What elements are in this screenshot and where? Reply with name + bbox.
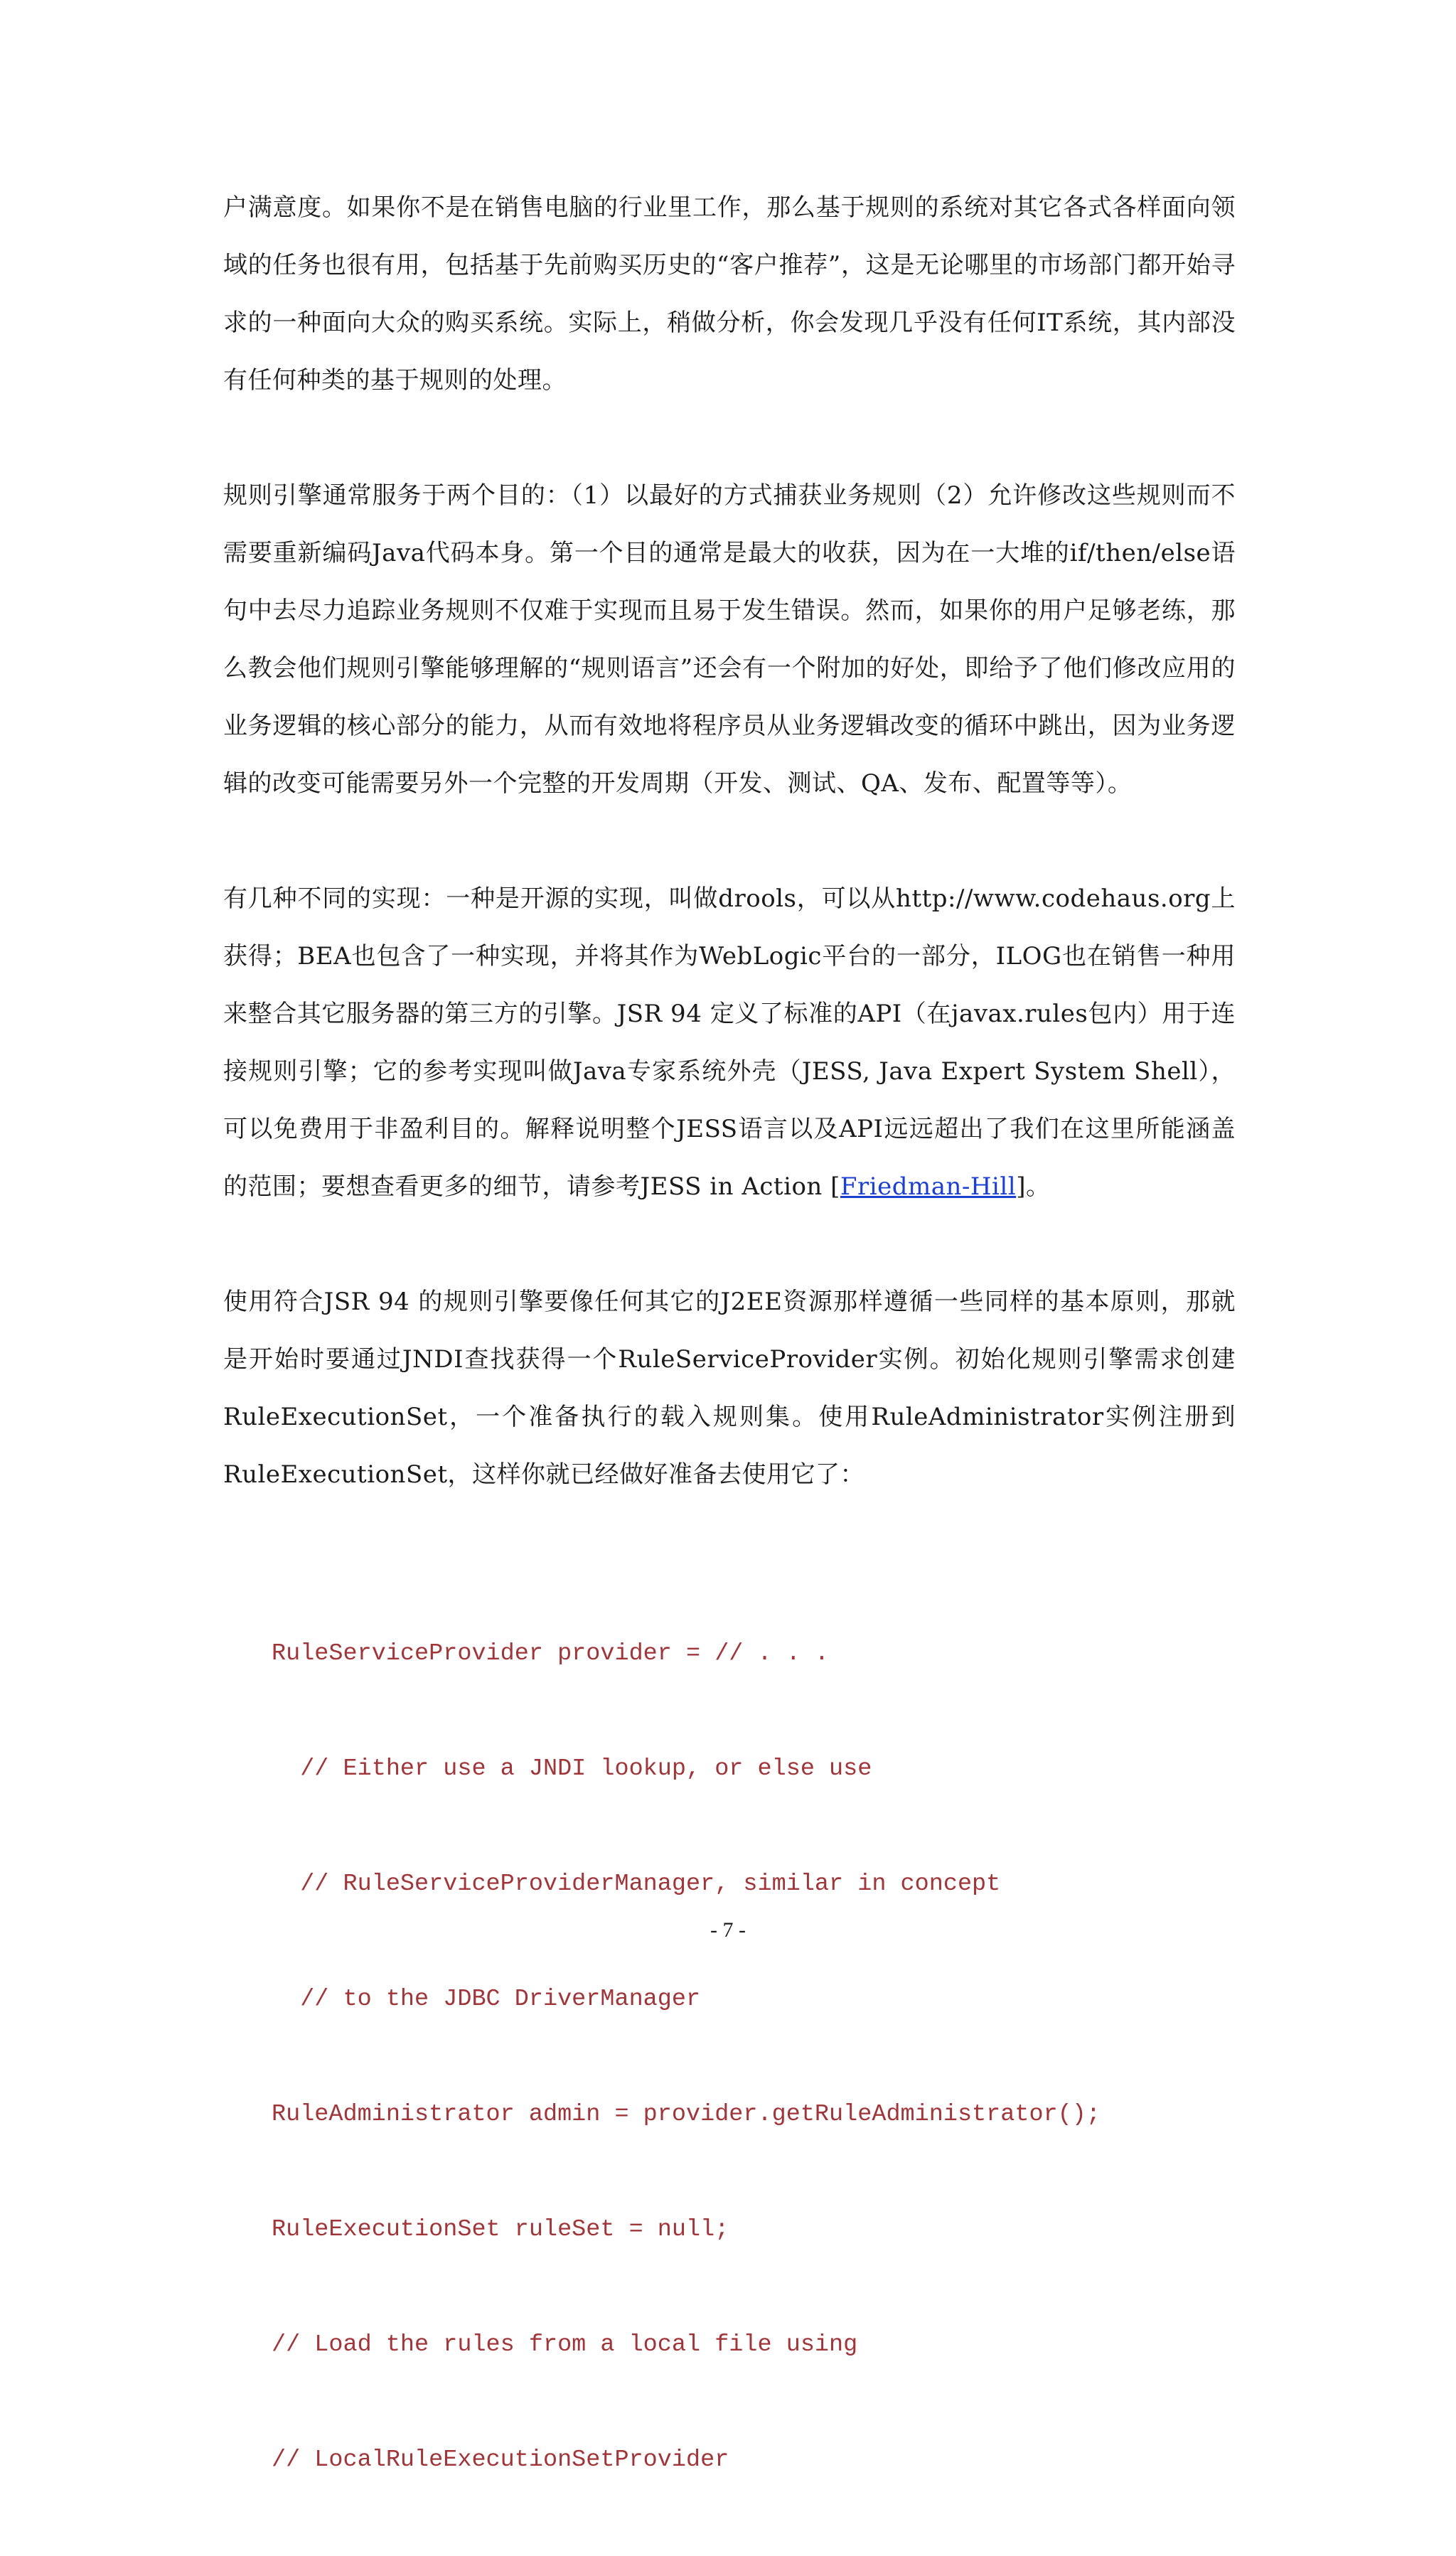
code-line: // Load the rules from a local file using <box>272 2331 858 2358</box>
paragraph-rule-systems-usage: 户满意度。如果你不是在销售电脑的行业里工作，那么基于规则的系统对其它各式各样面向领域的任务也很有用，包括基于先前购买历史的“客户推荐”，这是无论哪里的市场部门都开始寻求的一种面向大众的购买系统。实际上，稍做分析，你会发现几乎没有任何IT系统，其内部没有任何种类的基于规则的处理。 <box>223 193 1236 395</box>
paragraph-implementations <box>223 870 1236 1216</box>
paragraph-rule-engine-purposes: 规则引擎通常服务于两个目的：（1）以最好的方式捕获业务规则（2）允许修改这些规则而不需要重新编码Java代码本身。第一个目的通常是最大的收获，因为在一大堆的if/then/else语句中去尽力追踪业务规则不仅难于实现而且易于发生错误。然而，如果你的用户足够老练，那么教会他们规则引擎能够理解的“规则语言”还会有一个附加的好处，即给予了他们修改应用的业务逻辑的核心部分的能力，从而有效地将程序员从业务逻辑改变的循环中跳出，因为业务逻辑的改变可能需要另外一个完整的开发周期（开发、测试、QA、发布、配置等等）。 <box>223 481 1236 798</box>
code-listing <box>272 1558 1236 2556</box>
paragraph-implementations-tail: ]。 <box>1016 1172 1051 1201</box>
code-line: RuleServiceProvider provider = // . . . <box>272 1640 830 1667</box>
friedman-hill-reference-link[interactable]: Friedman-Hill <box>840 1172 1017 1201</box>
page-number: - 7 - <box>710 1918 746 1942</box>
code-line: // Either use a JNDI lookup, or else use <box>272 1755 872 1782</box>
code-line: // RuleServiceProviderManager, similar in concept <box>272 1871 1001 1898</box>
paragraph-implementations-text: 有几种不同的实现：一种是开源的实现，叫做drools，可以从http://www.codehaus.org上获得；BEA也包含了一种实现，并将其作为WebLogic平台的一部分，ILOG也在销售一种用来整合其它服务器的第三方的引擎。JSR 94 定义了标准的API（在javax.rules包内）用于连接规则引擎；它的参考实现叫做Java专家系统外壳（JESS, Java Expert System Shell），可以免费用于非盈利目的。解释说明整个JESS语言以及API远远超出了我们在这里所能涵盖的范围；要想查看更多的细节，请参考JESS in Action [ <box>223 884 1236 1201</box>
paragraph-jsr94-usage: 使用符合JSR 94 的规则引擎要像任何其它的J2EE资源那样遵循一些同样的基本原则，那就是开始时要通过JNDI查找获得一个RuleServiceProvider实例。初始化规则引擎需求创建RuleExecutionSet，一个准备执行的载入规则集。使用RuleAdministrator实例注册到RuleExecutionSet，这样你就已经做好准备去使用它了： <box>223 1288 1236 1489</box>
code-line: // to the JDBC DriverManager <box>272 1986 701 2013</box>
code-line: // LocalRuleExecutionSetProvider <box>272 2447 729 2474</box>
page-body <box>223 179 1236 2556</box>
code-line: RuleAdministrator admin = provider.getRuleAdministrator(); <box>272 2101 1101 2128</box>
code-line: RuleExecutionSet ruleSet = null; <box>272 2216 729 2243</box>
